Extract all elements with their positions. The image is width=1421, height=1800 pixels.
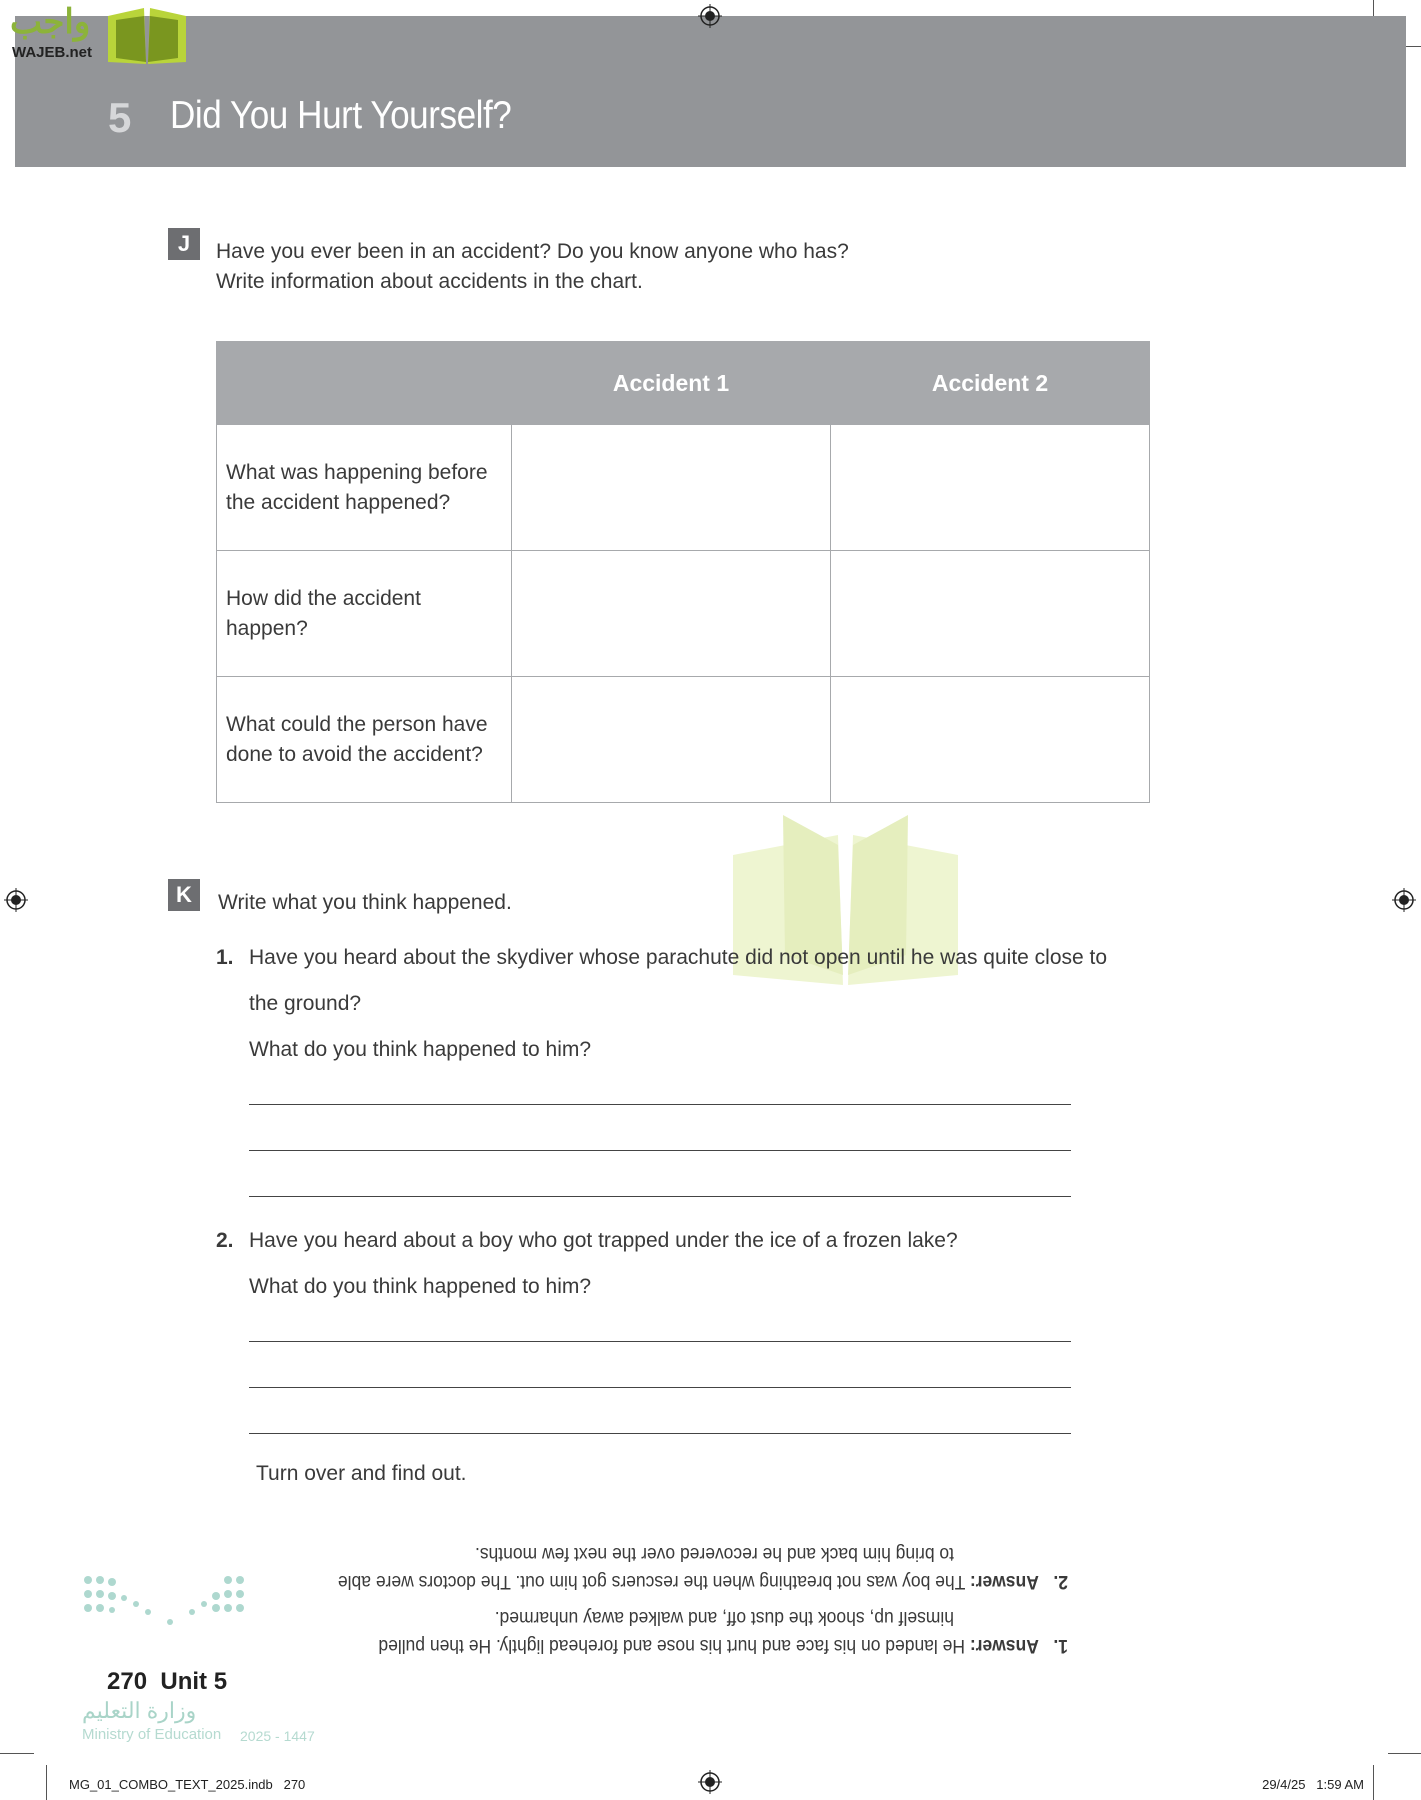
writing-line[interactable] <box>249 1433 1071 1434</box>
item-2-number: 2. <box>216 1229 234 1252</box>
crop-mark <box>1388 1753 1421 1754</box>
section-j-badge: J <box>168 228 200 260</box>
registration-mark-icon <box>1392 888 1416 912</box>
registration-mark-icon <box>698 1770 722 1794</box>
row-question: What was happening before the accident happened? <box>217 425 512 551</box>
footer-datetime: 29/4/25 1:59 AM <box>1262 1777 1364 1792</box>
table-row <box>217 677 1150 803</box>
answer-1-number: 1. <box>1053 1635 1068 1656</box>
item-1-prompt: What do you think happened to him? <box>249 1038 592 1061</box>
logo-latin: WAJEB.net <box>12 44 93 61</box>
answer-2-text: The boy was not breathing when the rescuers got him out. The doctors were able <box>337 1571 966 1592</box>
page-unit: Unit 5 <box>160 1668 228 1695</box>
item-1-question: Have you heard about the skydiver whose parachute did not open until he was quite close to <box>249 946 1108 969</box>
accident-chart <box>216 341 1150 803</box>
answer-cell-accident-2[interactable] <box>831 551 1150 677</box>
writing-line[interactable] <box>249 1341 1071 1342</box>
ministry-years: 2025 - 1447 <box>240 1728 315 1744</box>
section-k-instruction: Write what you think happened. <box>218 891 512 914</box>
turn-over-note: Turn over and find out. <box>256 1462 467 1485</box>
table-row <box>217 551 1150 677</box>
row-question: What could the person have done to avoid the accident? <box>217 677 512 803</box>
answer-cell-accident-1[interactable] <box>512 425 831 551</box>
item-1-number: 1. <box>216 946 234 969</box>
writing-line[interactable] <box>249 1104 1071 1105</box>
column-header-accident-2: Accident 2 <box>831 342 1150 425</box>
writing-line[interactable] <box>249 1196 1071 1197</box>
item-1-question-cont: the ground? <box>249 992 362 1015</box>
logo-arabic: واجب <box>10 3 91 41</box>
chapter-header <box>15 16 1406 167</box>
ministry-english: Ministry of Education <box>82 1726 222 1743</box>
answer-cell-accident-2[interactable] <box>831 677 1150 803</box>
answer-2-text-cont: to bring him back and he recovered over the next few months. <box>474 1543 954 1564</box>
answer-2-label: Answer: <box>969 1571 1039 1592</box>
column-header-blank <box>217 342 512 425</box>
answer-cell-accident-2[interactable] <box>831 425 1150 551</box>
book-logo-icon <box>106 4 188 66</box>
upside-down-answers <box>176 1532 1068 1656</box>
crop-mark <box>1373 1765 1374 1800</box>
answer-cell-accident-1[interactable] <box>512 677 831 803</box>
crop-mark <box>46 1765 47 1800</box>
item-2-prompt: What do you think happened to him? <box>249 1275 592 1298</box>
section-j-instruction-2: Write information about accidents in the chart. <box>216 270 643 293</box>
item-2-question: Have you heard about a boy who got trapped under the ice of a frozen lake? <box>249 1229 958 1252</box>
answer-2-number: 2. <box>1053 1571 1068 1592</box>
writing-line[interactable] <box>249 1150 1071 1151</box>
registration-mark-icon <box>698 4 722 28</box>
section-j-instruction-1: Have you ever been in an accident? Do you know anyone who has? <box>216 240 849 263</box>
answer-1-label: Answer: <box>969 1635 1039 1656</box>
registration-mark-icon <box>4 888 28 912</box>
ministry-arabic: وزارة التعليم <box>82 1698 197 1723</box>
table-header-row <box>217 342 1150 425</box>
answer-1-text: He landed on his face and hurt his nose and forehead lightly. He then pulled <box>378 1635 966 1656</box>
table-row <box>217 425 1150 551</box>
unit-number: 5 <box>108 94 132 141</box>
page-title: Did You Hurt Yourself? <box>170 94 512 137</box>
answer-cell-accident-1[interactable] <box>512 551 831 677</box>
page-number-value: 270 <box>107 1668 148 1695</box>
section-k-badge: K <box>168 879 200 911</box>
crop-mark <box>0 1753 34 1754</box>
row-question: How did the accident happen? <box>217 551 512 677</box>
column-header-accident-1: Accident 1 <box>512 342 831 425</box>
page-number <box>107 1668 227 1696</box>
writing-line[interactable] <box>249 1387 1071 1388</box>
footer-file-info: MG_01_COMBO_TEXT_2025.indb 270 <box>69 1777 306 1792</box>
answer-1-text-cont: himself up, shook the dust off, and walked away unharmed. <box>494 1607 954 1628</box>
